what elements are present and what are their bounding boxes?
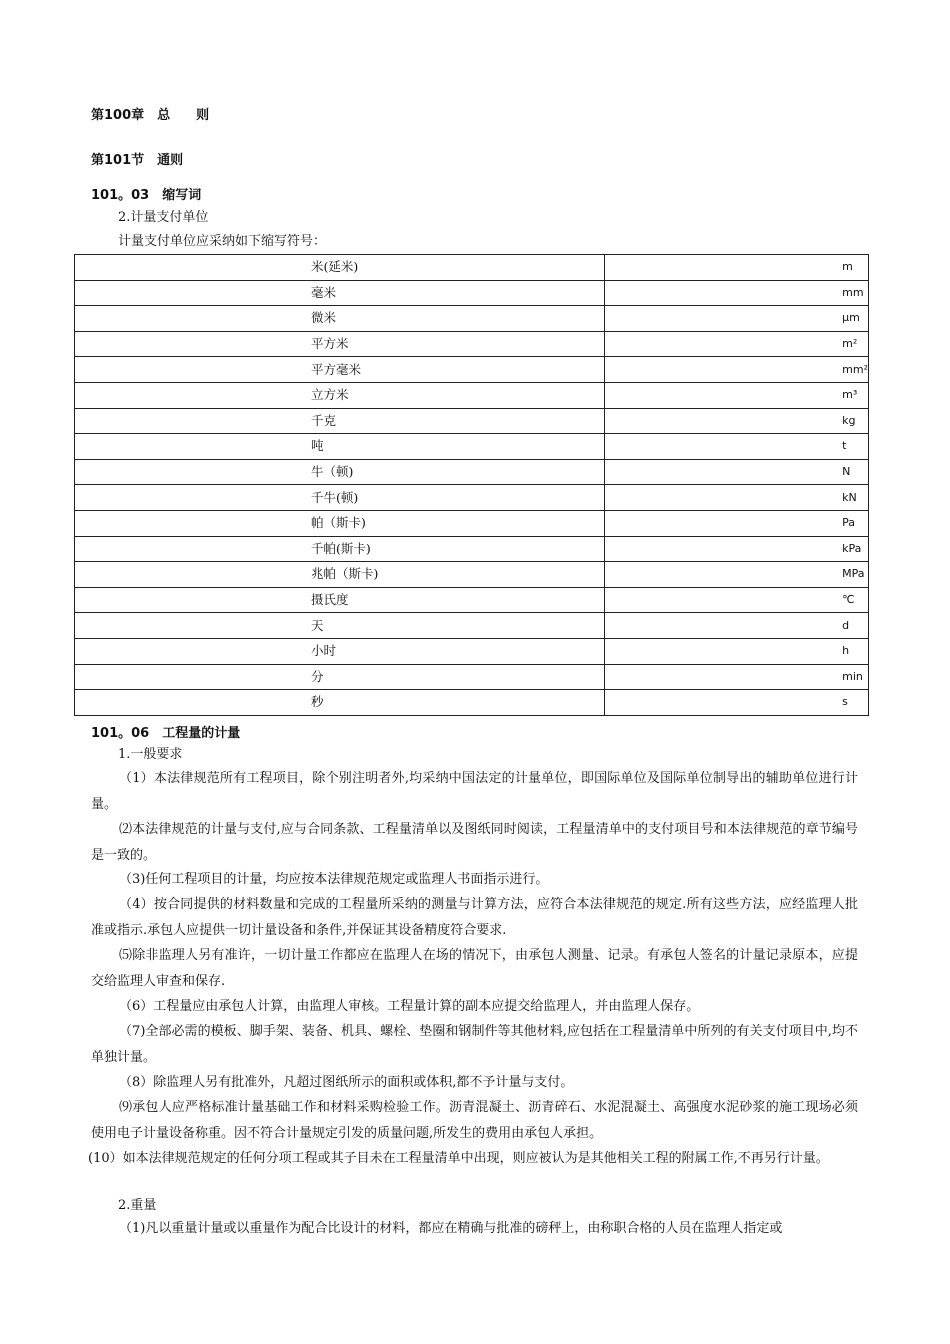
unit-row <box>75 536 869 562</box>
unit-name: 平方毫米 <box>75 357 605 383</box>
paragraph-2: ⑵本法律规范的计量与支付,应与合同条款、工程量清单以及图纸同时阅读，工程量清单中的支付项目号和本法律规范的章节编号是一致的。 <box>91 822 858 863</box>
unit-symbol: MPa <box>605 562 869 588</box>
unit-symbol: d <box>605 613 869 639</box>
unit-name: 米(延米) <box>75 255 605 281</box>
paragraph-4: （4）按合同提供的材料数量和完成的工程量所采纳的测量与计算方法，应符合本法律规范的规定.所有这些方法，应经监理人批准或指示.承包人应提供一切计量设备和条件,并保证其设备精度符合要求. <box>91 897 858 938</box>
general-title: 1.一般要求 <box>118 747 183 762</box>
unit-name: 兆帕（斯卡) <box>75 562 605 588</box>
unit-symbol: kN <box>605 485 869 511</box>
unit-row <box>75 280 869 306</box>
section-title: 第101节 通则 <box>91 153 184 168</box>
unit-row <box>75 690 869 716</box>
unit-symbol: t <box>605 434 869 460</box>
unit-name: 天 <box>75 613 605 639</box>
unit-name: 立方米 <box>75 382 605 408</box>
unit-symbol: s <box>605 690 869 716</box>
unit-symbol: μm <box>605 306 869 332</box>
unit-name: 小时 <box>75 638 605 664</box>
unit-symbol: ℃ <box>605 587 869 613</box>
unit-name: 牛（顿) <box>75 459 605 485</box>
weight-title: 2.重量 <box>118 1198 157 1213</box>
paragraph-8: （8）除监理人另有批准外，凡超过图纸所示的面积或体积,都不予计量与支付。 <box>119 1075 574 1090</box>
unit-symbol: min <box>605 664 869 690</box>
unit-row <box>75 485 869 511</box>
unit-row <box>75 434 869 460</box>
unit-name: 千牛(顿) <box>75 485 605 511</box>
weight-paragraph: （1)凡以重量计量或以重量作为配合比设计的材料，都应在精确与批准的磅秤上，由称职合格的人员在监理人指定或 <box>119 1221 783 1236</box>
paragraph-1: （1）本法律规范所有工程项目，除个别注明者外,均采纳中国法定的计量单位，即国际单位及国际单位制导出的辅助单位进行计量。 <box>91 771 858 812</box>
chapter-title: 第100章 总 则 <box>91 108 210 123</box>
unit-row <box>75 587 869 613</box>
unit-name: 帕（斯卡) <box>75 510 605 536</box>
unit-name: 分 <box>75 664 605 690</box>
item-title: 2.计量支付单位 <box>118 210 209 225</box>
unit-name: 摄氏度 <box>75 587 605 613</box>
paragraph-9: ⑼承包人应严格标准计量基础工作和材料采购检验工作。沥青混凝土、沥青碎石、水泥混凝土、高强度水泥砂浆的施工现场必须使用电子计量设备称重。因不符合计量规定引发的质量问题,所发生的费用由承包人承担。 <box>91 1100 858 1141</box>
unit-row <box>75 255 869 281</box>
unit-name: 千帕(斯卡) <box>75 536 605 562</box>
unit-symbol: mm <box>605 280 869 306</box>
unit-name: 吨 <box>75 434 605 460</box>
unit-symbol: m <box>605 255 869 281</box>
units-table <box>74 254 869 716</box>
paragraph-7: （7)全部必需的模板、脚手架、装备、机具、螺栓、垫圈和钢制件等其他材料,应包括在工程量清单中所列的有关支付项目中,均不单独计量。 <box>91 1024 858 1065</box>
unit-row <box>75 357 869 383</box>
paragraph-5: ⑸除非监理人另有准许，一切计量工作都应在监理人在场的情况下，由承包人测量、记录。有承包人签名的计量记录原本，应提交给监理人审查和保存. <box>91 948 858 989</box>
unit-symbol: N <box>605 459 869 485</box>
unit-name: 秒 <box>75 690 605 716</box>
intro-text: 计量支付单位应采纳如下缩写符号： <box>118 234 327 249</box>
unit-name: 毫米 <box>75 280 605 306</box>
unit-symbol: Pa <box>605 510 869 536</box>
unit-symbol: m³ <box>605 382 869 408</box>
unit-row <box>75 664 869 690</box>
unit-row <box>75 510 869 536</box>
unit-row <box>75 638 869 664</box>
unit-symbol: mm² <box>605 357 869 383</box>
unit-row <box>75 306 869 332</box>
unit-symbol: m² <box>605 331 869 357</box>
unit-symbol: kg <box>605 408 869 434</box>
unit-row <box>75 562 869 588</box>
unit-row <box>75 459 869 485</box>
unit-symbol: h <box>605 638 869 664</box>
unit-row <box>75 408 869 434</box>
unit-row <box>75 382 869 408</box>
paragraph-6: （6）工程量应由承包人计算，由监理人审核。工程量计算的副本应提交给监理人，并由监理人保存。 <box>119 999 700 1014</box>
unit-row <box>75 613 869 639</box>
unit-name: 千克 <box>75 408 605 434</box>
subsection-title-0103: 101。03 缩写词 <box>91 188 202 203</box>
unit-name: 微米 <box>75 306 605 332</box>
subsection-title-0106: 101。06 工程量的计量 <box>91 726 241 741</box>
paragraph-10: (10）如本法律规范规定的任何分项工程或其子目未在工程量清单中出现，则应被认为是其他相关工程的附属工作,不再另行计量。 <box>88 1151 829 1166</box>
unit-symbol: kPa <box>605 536 869 562</box>
paragraph-3: （3)任何工程项目的计量，均应按本法律规范规定或监理人书面指示进行。 <box>119 872 549 887</box>
unit-name: 平方米 <box>75 331 605 357</box>
unit-row <box>75 331 869 357</box>
